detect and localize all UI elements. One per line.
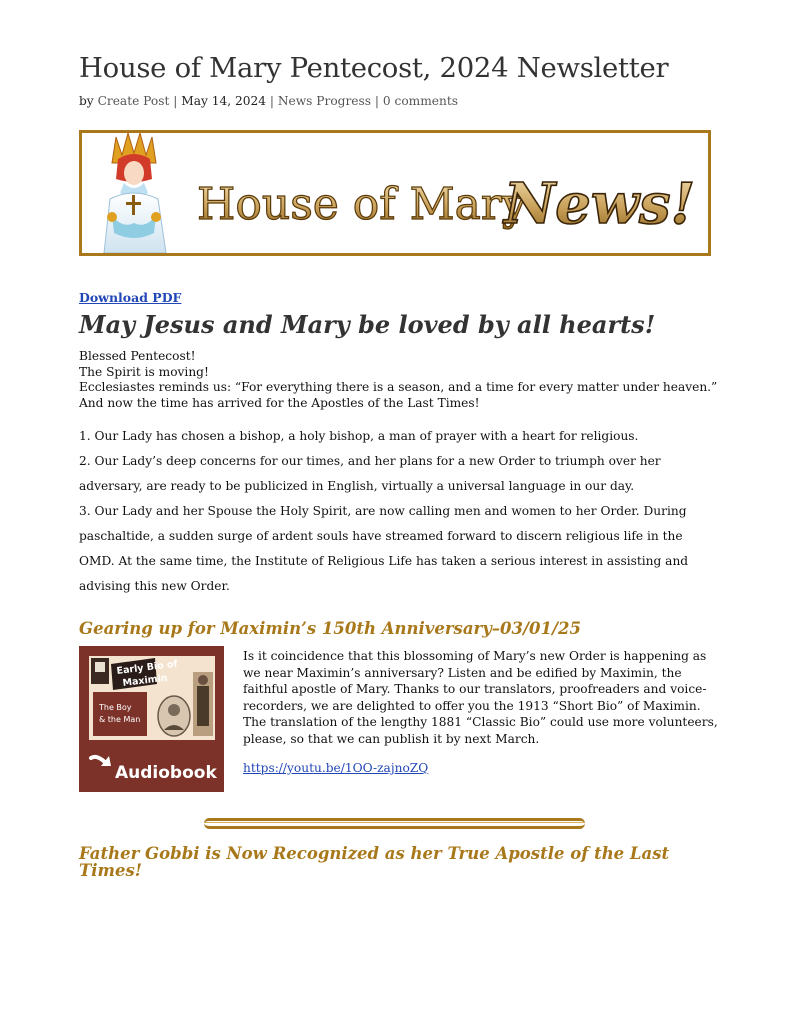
- comments-link[interactable]: 0 comments: [382, 94, 459, 108]
- meta-separator: |: [269, 94, 274, 108]
- numbered-points: [79, 424, 715, 599]
- intro-line: The Spirit is moving!: [79, 364, 209, 379]
- intro-line: Blessed Pentecost!: [79, 349, 196, 363]
- intro-line: Ecclesiastes reminds us: “For everything there is a season, and a time for every matter under heaven.”: [79, 380, 718, 394]
- point-item: 3. Our Lady and her Spouse the Holy Spirit, are now calling men and women to her Order. During paschaltide, a sudden surge of ardent souls have streamed forward to discern religious life in the OMD. At the same time, the Institute of Religious Life has taken a serious interest in assisting and advising this new Order.: [79, 504, 689, 593]
- cover-sub-line2: & the Man: [99, 715, 141, 724]
- post-title: House of Mary Pentecost, 2024 Newsletter: [79, 52, 669, 84]
- download-pdf-link[interactable]: Download PDF: [79, 290, 182, 305]
- cover-title-line2: Maximin: [122, 672, 169, 689]
- banner-accent-text: News!: [504, 171, 696, 237]
- banner-title-text: House of Mary: [197, 179, 527, 230]
- virgin-mary-figure-icon: [104, 133, 166, 253]
- cover-title-line1: Early Bio of: [116, 658, 179, 677]
- section-heading-maximin: Gearing up for Maximin’s 150th Anniversary–03/01/25: [79, 619, 581, 638]
- category-link[interactable]: News Progress: [277, 94, 372, 108]
- cover-sub-line1: The Boy: [99, 703, 132, 712]
- by-label: by: [79, 94, 94, 108]
- intro-line: And now the time has arrived for the Apostles of the Last Times!: [79, 395, 480, 410]
- youtube-link[interactable]: https://youtu.be/1OO-zajnoZQ: [243, 761, 429, 775]
- author-link[interactable]: Create Post: [97, 94, 170, 108]
- audiobook-thumbnail[interactable]: [79, 646, 224, 792]
- intro-paragraph: [79, 349, 719, 411]
- headline: May Jesus and Mary be loved by all hearts!: [79, 310, 656, 339]
- post-date: May 14, 2024: [181, 94, 267, 108]
- section-heading-gobbi: Father Gobbi is Now Recognized as her True Apostle of the Last Times!: [79, 844, 670, 880]
- point-item: 1. Our Lady has chosen a bishop, a holy bishop, a man of prayer with a heart for religious.: [79, 429, 639, 443]
- newsletter-banner: [79, 130, 711, 256]
- meta-separator: |: [374, 94, 380, 108]
- banner-art: [82, 133, 708, 253]
- maximin-paragraph: [243, 648, 721, 747]
- section-divider: [204, 818, 585, 829]
- post-meta: [79, 94, 458, 108]
- point-item: 2. Our Lady’s deep concerns for our times, and her plans for a new Order to triumph over her adversary, are ready to be publicized in English, virtually a universal language in our day.: [79, 454, 661, 493]
- maximin-body-text: Is it coincidence that this blossoming of Mary’s new Order is happening as we near Maximin’s anniversary? Listen and be edified by Maximin, the faithful apostle of Mary. Thanks to our translators, proofreaders and voice-recorders, we are delighted to offer you the 1913 “Short Bio” of Maximin. The translation of the lengthy 1881 “Classic Bio” could use more volunteers, please, so that we can publish it by next March.: [243, 649, 718, 746]
- meta-separator: |: [173, 94, 178, 108]
- audiobook-cover: [79, 646, 224, 792]
- audiobook-label: Audiobook: [115, 763, 217, 783]
